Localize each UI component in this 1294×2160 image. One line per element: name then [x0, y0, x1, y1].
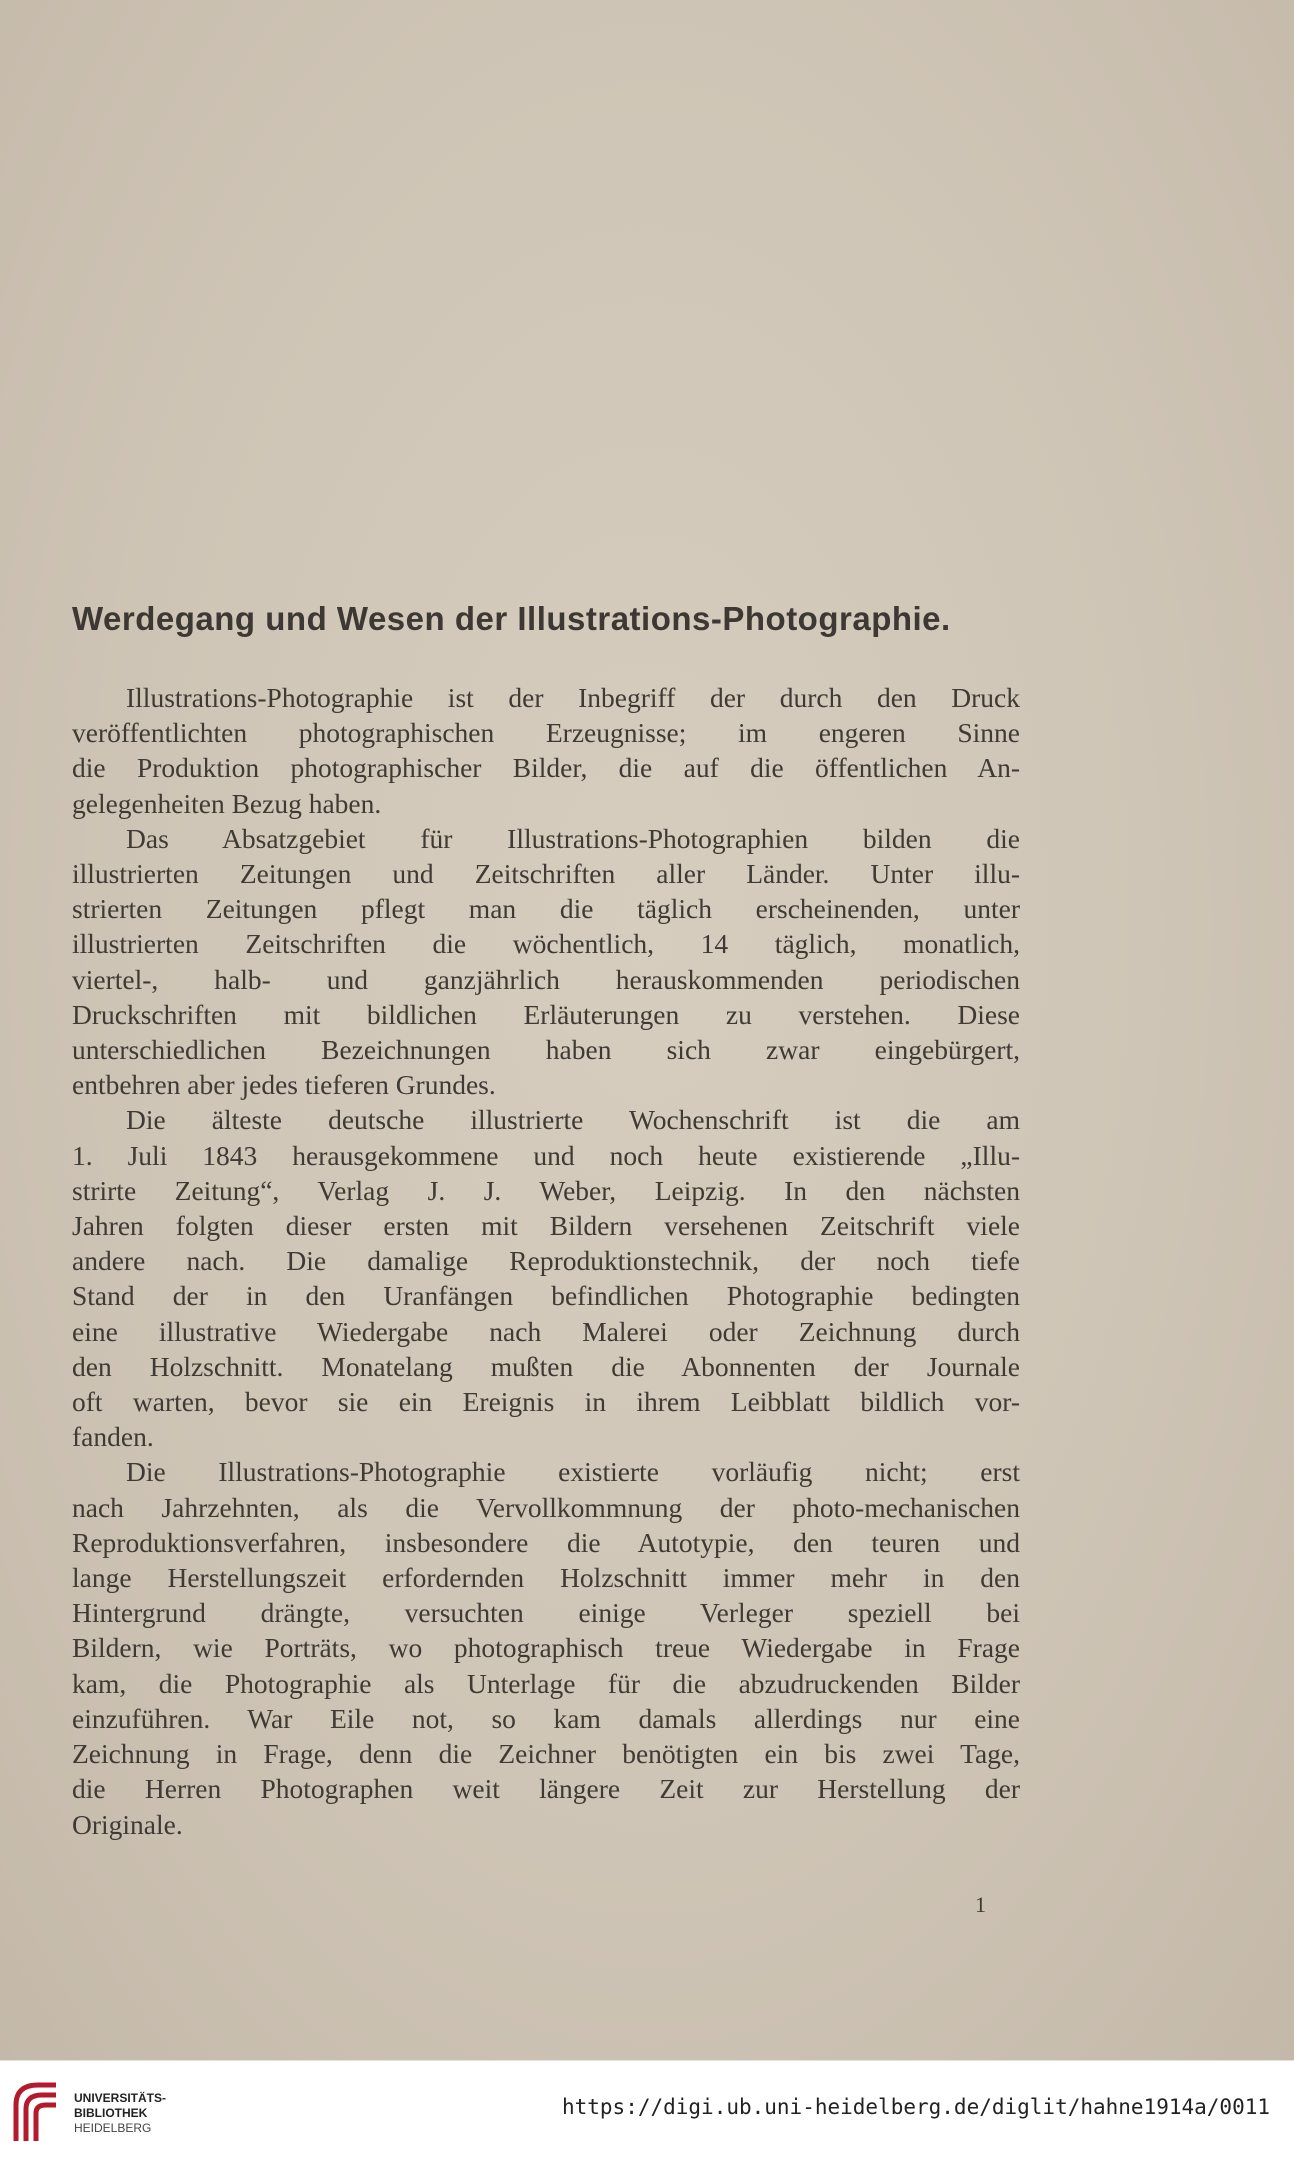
footer-bar: [0, 2060, 1294, 2160]
text-line: Hintergrund drängte, versuchten einige Verleger speziell bei: [72, 1597, 1020, 1629]
text-line: Das Absatzgebiet für Illustrations-Photographien bilden die: [126, 822, 1020, 854]
text-line: die Produktion photographischer Bilder, die auf die öffentlichen An-: [72, 752, 1020, 784]
logo-line: BIBLIOTHEK: [74, 2106, 148, 2120]
text-line: lange Herstellungszeit erfordernden Holzschnitt immer mehr in den: [72, 1562, 1020, 1594]
text-line: den Holzschnitt. Monatelang mußten die Abonnenten der Journale: [72, 1350, 1020, 1382]
body-text: [72, 680, 1020, 1842]
text-line: viertel-, halb- und ganzjährlich herauskommenden periodischen: [72, 963, 1020, 995]
library-logo[interactable]: [12, 2079, 182, 2145]
text-line: Jahren folgten dieser ersten mit Bildern versehenen Zeitschrift viele: [72, 1210, 1020, 1242]
text-line: unterschiedlichen Bezeichnungen haben sich zwar eingebürgert,: [72, 1034, 1020, 1066]
text-line: eine illustrative Wiedergabe nach Malerei oder Zeichnung durch: [72, 1315, 1020, 1347]
page-heading: Werdegang und Wesen der Illustrations-Photographie.: [72, 600, 951, 637]
text-line: andere nach. Die damalige Reproduktionstechnik, der noch tiefe: [72, 1245, 1020, 1277]
text-line: strierten Zeitungen pflegt man die täglich erscheinenden, unter: [72, 893, 1020, 925]
logo-line: UNIVERSITÄTS-: [74, 2091, 167, 2105]
text-line: die Herren Photographen weit längere Zeit zur Herstellung der: [72, 1773, 1020, 1805]
text-line: entbehren aber jedes tieferen Grundes.: [72, 1069, 496, 1101]
text-line: kam, die Photographie als Unterlage für die abzudruckenden Bilder: [72, 1667, 1020, 1699]
text-line: nach Jahrzehnten, als die Vervollkommnung der photo-mechanischen: [72, 1491, 1020, 1523]
text-line: strirte Zeitung“, Verlag J. J. Weber, Leipzig. In den nächsten: [72, 1174, 1020, 1206]
library-logo-icon: [12, 2079, 64, 2145]
text-line: Stand der in den Uranfängen befindlichen Photographie bedingten: [72, 1280, 1020, 1312]
text-line: Die älteste deutsche illustrierte Wochenschrift ist die am: [126, 1104, 1020, 1136]
text-line: Die Illustrations-Photographie existierte vorläufig nicht; erst: [126, 1456, 1020, 1488]
library-logo-text: [74, 2091, 166, 2136]
text-line: einzuführen. War Eile not, so kam damals allerdings nur eine: [72, 1702, 1020, 1734]
page-number: 1: [975, 1892, 986, 1917]
text-line: Originale.: [72, 1808, 183, 1840]
text-line: illustrierten Zeitungen und Zeitschriften aller Länder. Unter illu-: [72, 858, 1020, 890]
text-line: Druckschriften mit bildlichen Erläuterungen zu verstehen. Diese: [72, 998, 1020, 1030]
text-line: Reproduktionsverfahren, insbesondere die Autotypie, den teuren und: [72, 1526, 1020, 1558]
text-line: Bildern, wie Porträts, wo photographisch treue Wiedergabe in Frage: [72, 1632, 1020, 1664]
text-line: Zeichnung in Frage, denn die Zeichner benötigten ein bis zwei Tage,: [72, 1738, 1020, 1770]
source-url-link[interactable]: https://digi.ub.uni-heidelberg.de/diglit/hahne1914a/0011: [561, 2095, 1270, 2119]
text-line: Illustrations-Photographie ist der Inbegriff der durch den Druck: [126, 682, 1020, 713]
text-line: fanden.: [72, 1421, 154, 1453]
text-line: illustrierten Zeitschriften die wöchentlich, 14 täglich, monatlich,: [72, 928, 1020, 960]
text-line: veröffentlichten photographischen Erzeugnisse; im engeren Sinne: [72, 717, 1020, 749]
text-line: oft warten, bevor sie ein Ereignis in ihrem Leibblatt bildlich vor-: [72, 1386, 1020, 1418]
logo-line: HEIDELBERG: [74, 2121, 152, 2135]
text-line: 1. Juli 1843 herausgekommene und noch heute existierende „Illu-: [72, 1139, 1020, 1171]
text-line: gelegenheiten Bezug haben.: [72, 787, 382, 819]
